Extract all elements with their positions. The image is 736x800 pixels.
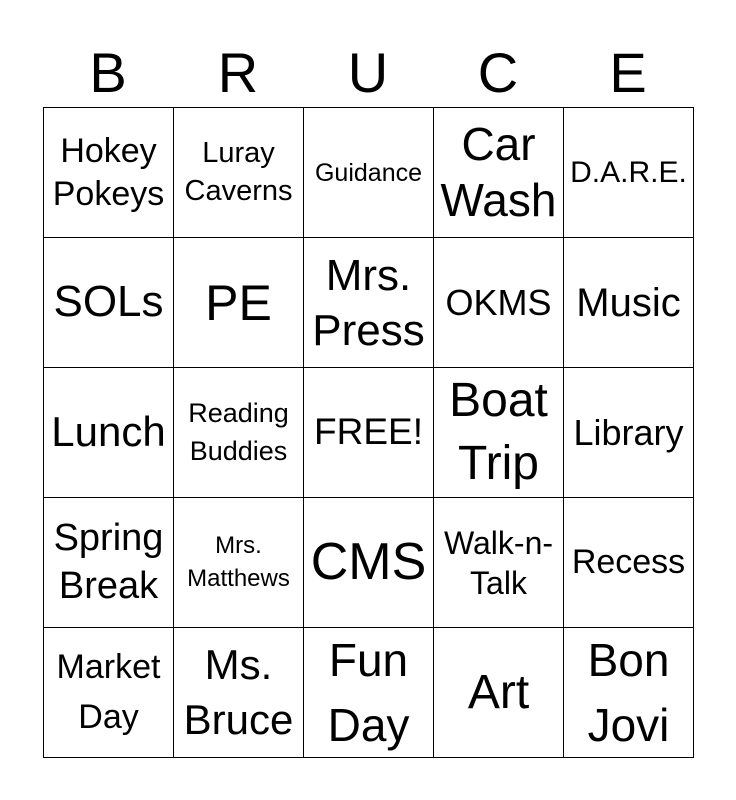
bingo-cell[interactable] [174, 108, 304, 238]
bingo-cell[interactable] [304, 108, 434, 238]
bingo-cell-label: Spring Break [53, 517, 164, 607]
header-letter: C [477, 41, 519, 104]
bingo-cell-label: Walk-n-Talk [443, 524, 554, 601]
bingo-cell-label: Art [467, 665, 530, 719]
bingo-cell-label: Lunch [51, 408, 166, 456]
header-letter: R [217, 41, 259, 104]
bingo-cell-label: OKMS [445, 281, 552, 323]
bingo-cell[interactable] [44, 238, 174, 368]
bingo-cell[interactable] [44, 368, 174, 498]
header-letter: U [347, 41, 389, 104]
bingo-cell[interactable] [304, 498, 434, 628]
bingo-cell[interactable] [304, 368, 434, 498]
bingo-cell-label: FREE! [314, 411, 423, 453]
bingo-cell-label: D.A.R.E. [570, 155, 687, 189]
bingo-cell-label: Reading Buddies [188, 397, 289, 466]
bingo-cell-label: SOLs [53, 277, 164, 327]
bingo-header [43, 40, 693, 106]
bingo-cell-label: Library [573, 411, 684, 453]
bingo-cell[interactable] [304, 238, 434, 368]
bingo-cell-label: Recess [571, 543, 686, 582]
bingo-cell-label: Bon Jovi [587, 634, 670, 751]
bingo-cell[interactable] [564, 498, 694, 628]
bingo-cell-label: Mrs. Press [312, 250, 425, 355]
bingo-cell-label: Hokey Pokeys [52, 132, 165, 213]
bingo-cell[interactable] [564, 628, 694, 758]
bingo-cell[interactable] [564, 368, 694, 498]
bingo-cell-label: Car Wash [440, 118, 557, 226]
bingo-cell[interactable] [44, 498, 174, 628]
bingo-cell-label: Music [576, 280, 681, 325]
bingo-cell-label: PE [205, 274, 272, 331]
bingo-cell-label: Luray Caverns [184, 136, 293, 207]
bingo-cell-label: Mrs. Matthews [187, 532, 290, 592]
header-letter: B [89, 41, 127, 104]
bingo-grid [43, 107, 694, 758]
bingo-cell[interactable] [434, 108, 564, 238]
bingo-cell[interactable] [44, 108, 174, 238]
bingo-cell[interactable] [44, 628, 174, 758]
bingo-cell-label: CMS [310, 533, 427, 592]
bingo-cell[interactable] [174, 498, 304, 628]
bingo-cell-label: Guidance [314, 158, 423, 187]
bingo-cell[interactable] [434, 238, 564, 368]
bingo-cell-label: Fun Day [327, 634, 410, 751]
bingo-cell[interactable] [564, 238, 694, 368]
header-letter: E [609, 41, 647, 104]
bingo-cell[interactable] [174, 368, 304, 498]
bingo-cell-label: Market Day [56, 648, 161, 736]
bingo-cell-label: Boat Trip [449, 374, 548, 490]
bingo-cell[interactable] [564, 108, 694, 238]
bingo-cell[interactable] [434, 628, 564, 758]
bingo-cell[interactable] [304, 628, 434, 758]
bingo-cell[interactable] [434, 498, 564, 628]
bingo-cell[interactable] [434, 368, 564, 498]
bingo-cell[interactable] [174, 238, 304, 368]
bingo-cell[interactable] [174, 628, 304, 758]
bingo-cell-label: Ms. Bruce [183, 640, 294, 743]
